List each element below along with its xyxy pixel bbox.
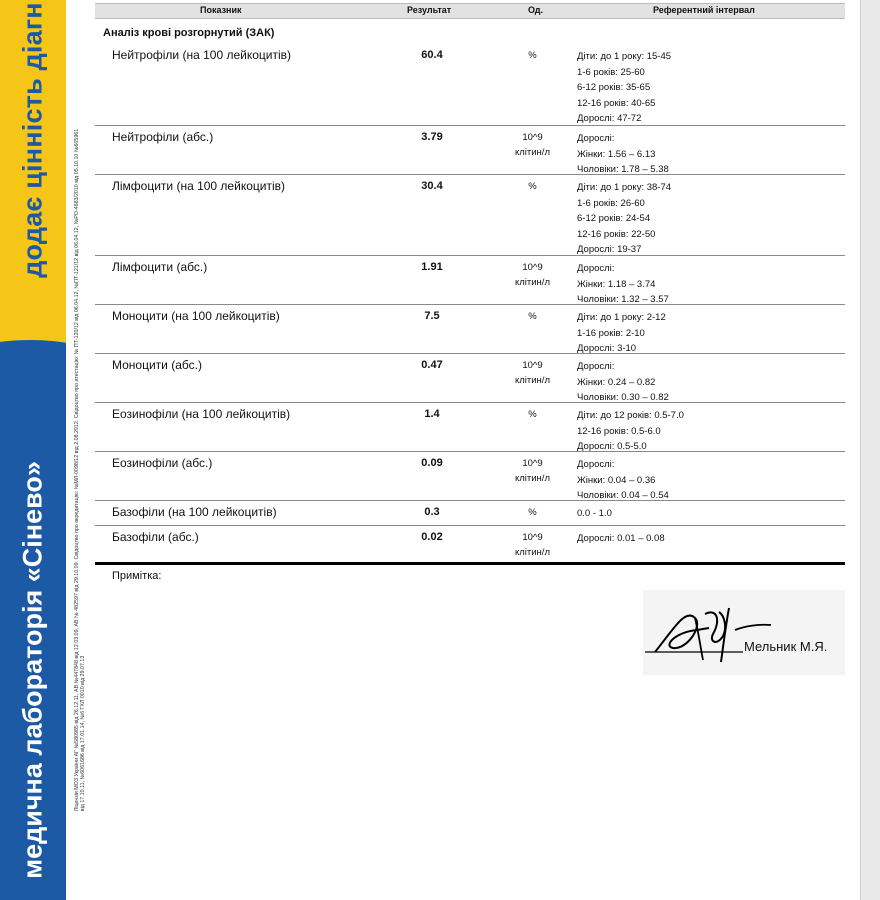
row-name: Лімфоцити (на 100 лейкоцитів) <box>112 179 285 193</box>
license-line-1: Ліцензія МОЗ України АГ №580985 від 26.12.11, АВ №447848 від 12.03.09, АВ № 482597 від 29.10.09. Свідоцтво про акредитацію: №МЛ-0098/12 від 2.08.2012. Свідоцтво про атестацію: № ПТ-120/12 від 06.04.12, №ПТ-121/12 від 06.04.12, №РО-4683/2010 від 05.10.10 №605961 <box>74 128 80 812</box>
row-unit: % <box>528 507 537 518</box>
row-reference: Дорослі: Жінки: 1.18 – 3.74 Чоловіки: 1.32 – 3.57 <box>577 263 669 306</box>
header-reference: Референтний інтервал <box>653 5 755 15</box>
header-unit: Од. <box>528 5 543 15</box>
table-row <box>95 43 845 126</box>
table-row <box>95 451 845 501</box>
row-result: 3.79 <box>421 131 443 143</box>
row-result: 0.3 <box>424 506 440 518</box>
row-result: 1.4 <box>424 408 440 420</box>
row-reference: Діти: до 12 років: 0.5-7.0 12-16 років: 0.5-6.0 Дорослі: 0.5-5.0 <box>577 410 684 453</box>
row-unit: 10^9 клітин/л <box>514 532 550 558</box>
row-result: 7.5 <box>424 310 440 322</box>
signature-name: Мельник М.Я. <box>744 639 828 654</box>
row-unit: 10^9 клітин/л <box>514 360 550 386</box>
table-row <box>95 255 845 305</box>
brand-name: медична лабораторія «Сінево» <box>17 461 48 879</box>
row-result: 60.4 <box>421 49 443 61</box>
table-row <box>95 525 845 559</box>
header-indicator: Показник <box>200 5 242 15</box>
table-row <box>95 125 845 175</box>
row-reference: Діти: до 1 року: 38-74 1-6 років: 26-60 6-12 років: 24-54 12-16 років: 22-50 Дорослі: 19-37 <box>577 182 672 256</box>
license-line-2: від 17.10.11, №6061686 від 17.01.14, №6 ГХЛ 0010 від 29.07.13 <box>80 655 86 812</box>
signature-area <box>643 590 845 675</box>
row-reference: Дорослі: Жінки: 1.56 – 6.13 Чоловіки: 1.78 – 5.38 <box>577 133 669 176</box>
table-row <box>95 500 845 526</box>
table-bottom-rule <box>95 562 845 565</box>
row-name: Еозинофіли (на 100 лейкоцитів) <box>112 407 291 421</box>
row-name: Лімфоцити (абс.) <box>112 260 208 274</box>
page-edge <box>860 0 880 900</box>
row-unit: % <box>528 311 537 322</box>
row-name: Базофіли (на 100 лейкоцитів) <box>112 505 277 519</box>
row-unit: 10^9 клітин/л <box>514 132 550 158</box>
table-row <box>95 304 845 354</box>
row-reference: 0.0 - 1.0 <box>577 508 612 519</box>
signature-image <box>643 590 845 675</box>
row-result: 0.47 <box>421 359 443 371</box>
row-reference: Дорослі: 0.01 – 0.08 <box>577 533 665 544</box>
row-unit: 10^9 клітин/л <box>514 262 550 288</box>
row-result: 0.09 <box>421 457 443 469</box>
row-reference: Дорослі: Жінки: 0.24 – 0.82 Чоловіки: 0.30 – 0.82 <box>577 361 669 404</box>
brand-tagline: додає цінність діагн <box>17 2 48 278</box>
table-row <box>95 353 845 403</box>
table-header <box>95 3 845 19</box>
row-result: 0.02 <box>421 531 443 543</box>
row-unit: % <box>528 181 537 192</box>
row-name: Нейтрофіли (на 100 лейкоцитів) <box>112 48 291 62</box>
row-unit: 10^9 клітин/л <box>514 458 550 484</box>
table-row <box>95 402 845 452</box>
row-reference: Дорослі: Жінки: 0.04 – 0.36 Чоловіки: 0.04 – 0.54 <box>577 459 669 502</box>
row-unit: % <box>528 409 537 420</box>
header-result: Результат <box>407 5 452 15</box>
row-result: 30.4 <box>421 180 443 192</box>
row-reference: Діти: до 1 року: 2-12 1-16 років: 2-10 Дорослі: 3-10 <box>577 312 666 355</box>
table-row <box>95 174 845 256</box>
row-name: Моноцити (абс.) <box>112 358 202 372</box>
row-name: Нейтрофіли (абс.) <box>112 130 214 144</box>
row-name: Еозинофіли (абс.) <box>112 456 213 470</box>
brand-band <box>0 0 66 900</box>
row-reference: Діти: до 1 року: 15-45 1-6 років: 25-60 6-12 років: 35-65 12-16 років: 40-65 Дорослі: 47-72 <box>577 51 672 125</box>
section-title: Аналіз крові розгорнутий (ЗАК) <box>103 27 275 39</box>
row-name: Базофіли (абс.) <box>112 530 199 544</box>
brand-band-curve <box>0 340 66 460</box>
row-result: 1.91 <box>421 261 443 273</box>
note-label: Примітка: <box>112 570 162 582</box>
row-name: Моноцити (на 100 лейкоцитів) <box>112 309 280 323</box>
row-unit: % <box>528 50 537 61</box>
